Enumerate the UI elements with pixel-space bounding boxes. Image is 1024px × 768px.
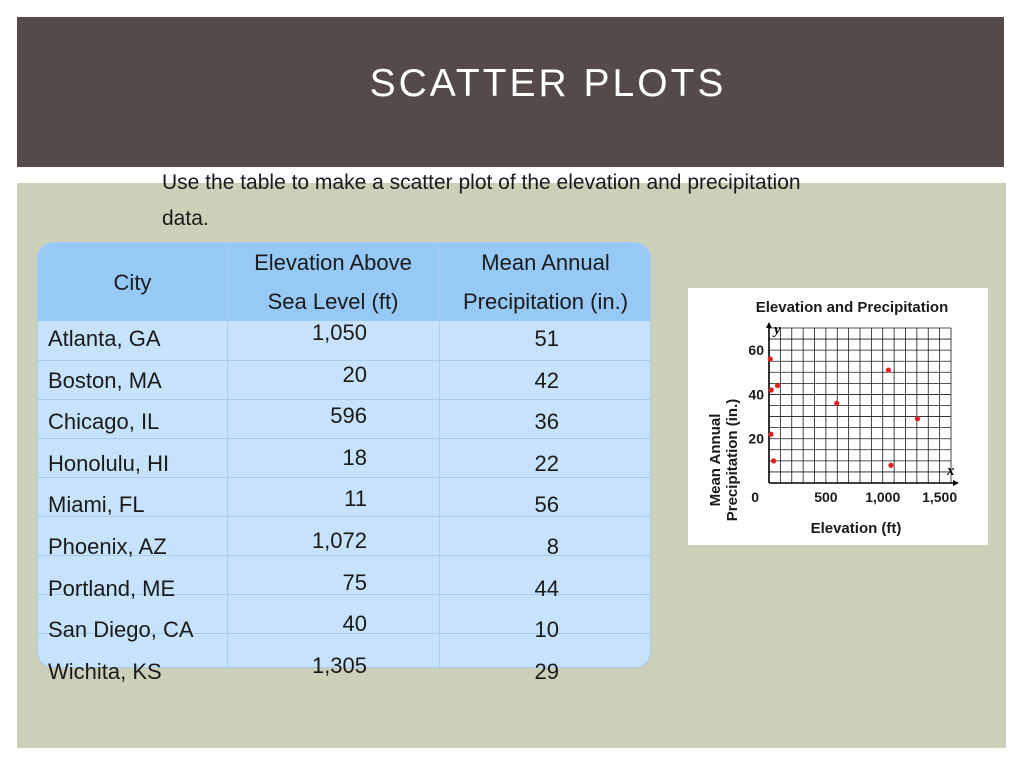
origin-label: 0 [751,489,759,505]
header-elevation: Elevation Above Sea Level (ft) [254,250,412,314]
y-tick-label: 40 [748,386,764,403]
data-point [775,383,780,388]
data-point [888,463,893,468]
cell-precipitation: 56 [534,492,559,518]
scatter-plot-svg [688,288,988,545]
cell-city: Wichita, KS [48,658,162,684]
scatter-chart [688,288,988,545]
cell-precipitation: 42 [534,367,559,393]
slide-title: SCATTER PLOTS [369,62,727,105]
y-axis-label-line2: Precipitation (in.) [724,398,741,522]
y-axis-letter: y [774,322,781,338]
cell-elevation: 75 [342,569,367,595]
y-axis-label-line1: Mean Annual [707,413,724,507]
row-divider [38,438,651,439]
cell-city: San Diego, CA [48,617,194,643]
x-tick-label: 500 [814,489,838,505]
cell-elevation: 40 [342,611,367,637]
cell-precipitation: 8 [546,534,559,559]
data-points [768,356,920,467]
row-divider [38,399,651,400]
data-point [834,401,839,406]
cell-elevation: 1,072 [311,528,367,553]
cell-city: Boston, MA [48,367,162,393]
cell-city: Phoenix, AZ [48,534,167,559]
x-tick-label: 1,000 [865,489,901,505]
cell-elevation: 18 [342,444,367,470]
y-tick-label: 60 [748,342,764,359]
data-point [768,432,773,437]
cell-precipitation: 29 [534,658,559,684]
header-city: City [113,269,152,295]
chart-title: Elevation and Precipitation [755,299,949,316]
row-divider [38,477,651,478]
data-point [771,458,776,463]
cell-precipitation: 10 [534,617,559,643]
cell-elevation: 596 [330,403,367,429]
x-tick-label: 1,500 [922,489,958,505]
cell-city: Chicago, IL [48,409,160,435]
cell-city: Atlanta, GA [48,326,161,351]
y-axis-arrow [766,322,772,328]
grid [769,328,951,483]
instructions-text: Use the table to make a scatter plot of the elevation and precipitation data. [162,171,801,230]
x-axis-letter: x [947,463,955,479]
tick-labels [748,342,957,505]
cell-city: Portland, ME [48,575,176,601]
data-point [769,387,774,392]
x-axis-label: Elevation (ft) [810,520,902,537]
cell-precipitation: 36 [534,409,559,435]
cell-elevation: 11 [344,486,367,512]
axes [766,322,959,486]
cell-precipitation: 22 [534,450,559,476]
cell-precipitation: 51 [534,326,559,351]
data-point [915,416,920,421]
y-axis-label [707,399,741,522]
cell-city: Honolulu, HI [48,450,170,476]
cell-elevation: 20 [342,361,367,387]
cell-elevation: 1,050 [311,320,367,345]
cell-elevation: 1,305 [311,652,367,678]
x-axis-arrow [953,480,959,486]
data-point [886,367,891,372]
header-precipitation: Mean Annual Precipitation (in.) [462,250,629,314]
data-point [768,356,773,361]
cell-city: Miami, FL [48,492,145,518]
cell-precipitation: 44 [534,575,559,601]
y-tick-label: 20 [748,430,764,447]
